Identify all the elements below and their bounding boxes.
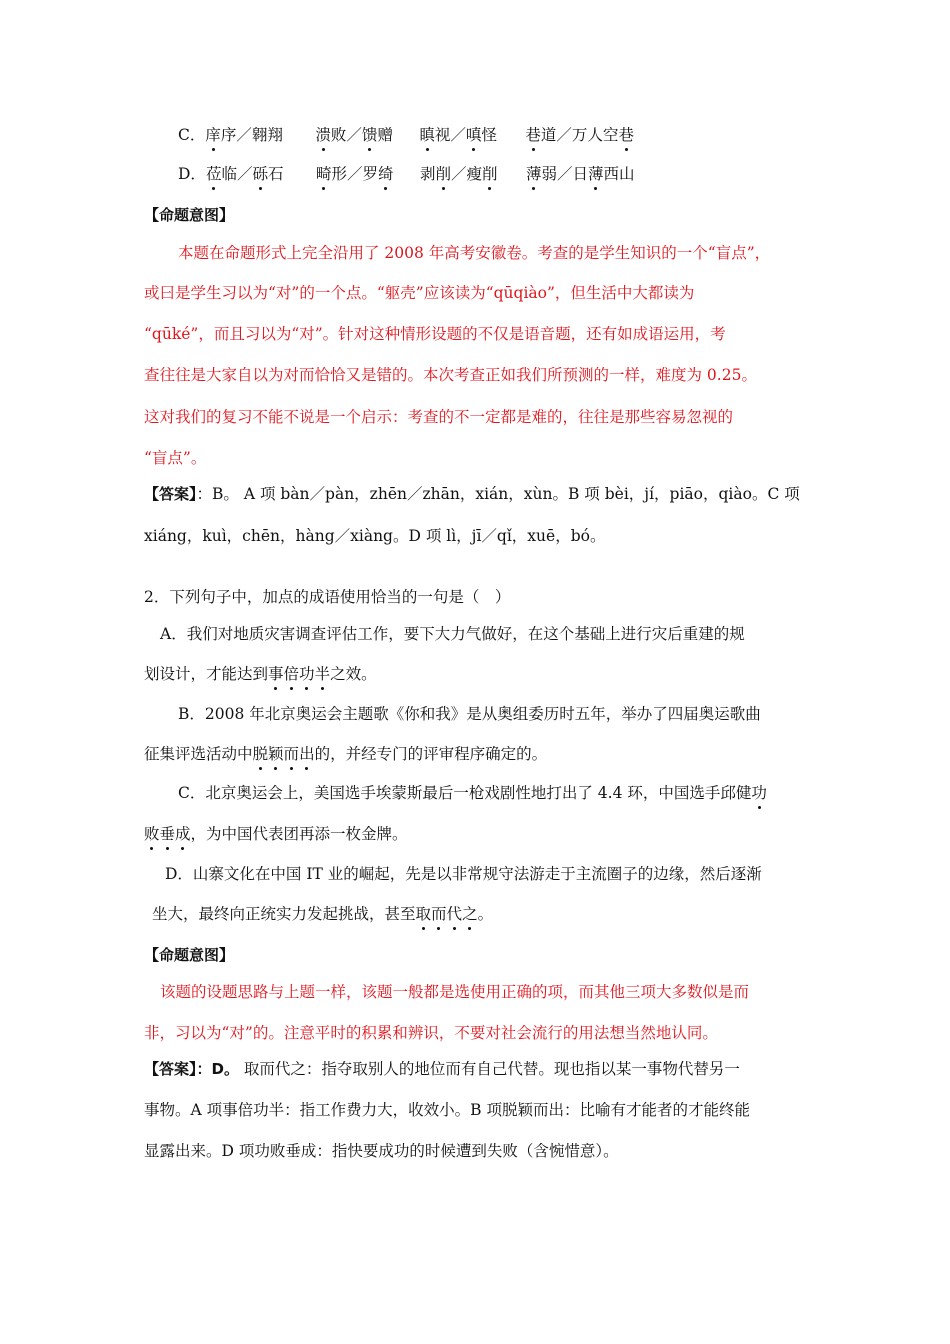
dotted-char: 成 (175, 825, 191, 843)
option-item: 瞋视／嗔怪 (419, 126, 497, 144)
dotted-char: 事 (268, 665, 284, 683)
dotted-char: 砾 (252, 165, 268, 183)
intent-text-1-line: 本题在命题形式上完全沿用了 2008 年高考安徽卷。考查的是学生知识的一个“盲点”， (178, 244, 771, 262)
option-item: 畸形／罗绮 (315, 165, 394, 183)
intent-text-2-line: 该题的设题思路与上题一样，该题一般都是选使用正确的项，而其他三项大多数似是而 (160, 983, 750, 1001)
intent-text-2-line: 非，习以为“对”的。注意平时的积累和辨识，不要对社会流行的用法想当然地认同。 (144, 1024, 718, 1042)
q2-option-b-line1: B．2008 年北京奥运会主题歌《你和我》是从奥组委历时五年，举办了四届奥运歌曲 (178, 705, 761, 723)
intent-text-1-line: “盲点”。 (144, 449, 207, 467)
q2-option-a-line1: A．我们对地质灾害调查评估工作，要下大力气做好，在这个基础上进行灾后重建的规 (160, 625, 745, 643)
answer-1-line: xiáng，kuì，chēn，hàng／xiàng。D 项 lì，jī／qǐ，xuē，bó。 (144, 527, 606, 545)
dotted-char: 馈 (361, 126, 378, 144)
answer-heading-1: 【答案】 (144, 485, 197, 503)
dotted-char: 颖 (268, 745, 284, 763)
intent-heading-1: 【命题意图】 (144, 206, 235, 224)
dotted-char: 取 (415, 905, 432, 923)
dotted-char: 削 (482, 165, 498, 183)
dotted-char: 莅 (205, 165, 222, 183)
dotted-char: 脱 (252, 745, 269, 763)
dotted-char: 绮 (378, 165, 394, 183)
dotted-char: 功 (751, 784, 767, 802)
q2-stem: 2．下列句子中，加点的成语使用恰当的一句是（ ） (144, 588, 511, 606)
intent-text-1-line: 查往往是大家自以为对而恰恰又是错的。本次考查正如我们所预测的一样，难度为 0.25。 (144, 366, 757, 384)
dotted-char: 薄 (588, 165, 604, 183)
q1-option-c (178, 124, 634, 146)
option-item: 巷道／万人空巷 (525, 126, 634, 144)
answer-2-line: 事物。A 项事倍功半：指工作费力大，收效小。B 项脱颖而出：比喻有才能者的才能终能 (144, 1101, 750, 1119)
q2-option-c-line2: 败垂成，为中国代表团再添一枚金牌。 (144, 825, 408, 843)
option-label: D． (178, 165, 206, 183)
q1-option-d (178, 163, 635, 185)
q2-option-c-line1: C．北京奥运会上，美国选手埃蒙斯最后一枪戏剧性地打出了 4.4 环，中国选手邱健功 (178, 784, 767, 802)
q2-option-d-line2: 坐大，最终向正统实力发起挑战，甚至取而代之。 (152, 905, 494, 923)
option-label: C． (178, 126, 206, 144)
dotted-char: 薄 (525, 165, 542, 183)
option-item: 莅临／砾石 (205, 165, 284, 183)
answer-2-line: 显露出来。D 项功败垂成：指快要成功的时候遭到失败（含惋惜意）。 (144, 1142, 619, 1160)
answer-2-choice: ：D。 (196, 1060, 239, 1078)
dotted-char: 半 (314, 665, 331, 683)
dotted-char: 功 (299, 665, 315, 683)
option-item: 剥削／瘦削 (419, 165, 498, 183)
dotted-char: 巷 (525, 126, 541, 144)
dotted-char: 倍 (283, 665, 300, 683)
dotted-char: 出 (299, 745, 315, 763)
option-item: 溃败／馈赠 (315, 126, 393, 144)
dotted-char: 败 (144, 825, 160, 843)
intent-text-1-line: 或曰是学生习以为“对”的一个点。“躯壳”应该读为“qūqiào”，但生活中大都读为 (144, 284, 695, 302)
dotted-char: 之 (462, 905, 478, 923)
dotted-char: 溃 (315, 126, 331, 144)
intent-text-1-line: 这对我们的复习不能不说是一个启示：考查的不一定都是难的，往往是那些容易忽视的 (144, 408, 734, 426)
answer-heading-2: 【答案】 (144, 1060, 197, 1078)
dotted-char: 嗔 (465, 126, 482, 144)
q2-option-a-line2: 划设计，才能达到事倍功半之效。 (144, 665, 377, 683)
answer-2-line (144, 1058, 740, 1080)
dotted-char: 而 (283, 745, 300, 763)
option-item: 庠序／翱翔 (205, 126, 283, 144)
dotted-char: 畸 (315, 165, 332, 183)
dotted-char: 而 (431, 905, 447, 923)
answer-1-line (144, 483, 800, 505)
intent-heading-2: 【命题意图】 (144, 946, 235, 964)
option-item: 薄弱／日薄西山 (525, 165, 635, 183)
dotted-char: 巷 (618, 126, 634, 144)
intent-text-1-line: “qūké”，而且习以为“对”。针对这种情形设题的不仅是语音题，还有如成语运用，考 (144, 325, 726, 343)
answer-1-text: ：B。 A 项 bàn／pàn，zhēn／zhān，xián，xùn。B 项 bèi，jí，piāo，qiào。C 项 (196, 485, 800, 503)
dotted-char: 瞋 (419, 126, 435, 144)
dotted-char: 庠 (205, 126, 221, 144)
dotted-char: 垂 (159, 825, 176, 843)
q2-option-d-line1: D．山寨文化在中国 IT 业的崛起，先是以非常规守法游走于主流圈子的边缘，然后逐渐 (165, 865, 762, 883)
dotted-char: 削 (435, 165, 451, 183)
dotted-char: 代 (446, 905, 463, 923)
q2-option-b-line2: 征集评选活动中脱颖而出的，并经专门的评审程序确定的。 (144, 745, 548, 763)
answer-2-text: 取而代之：指夺取别人的地位而有自己代替。现也指以某一事物代替另一 (238, 1060, 740, 1078)
